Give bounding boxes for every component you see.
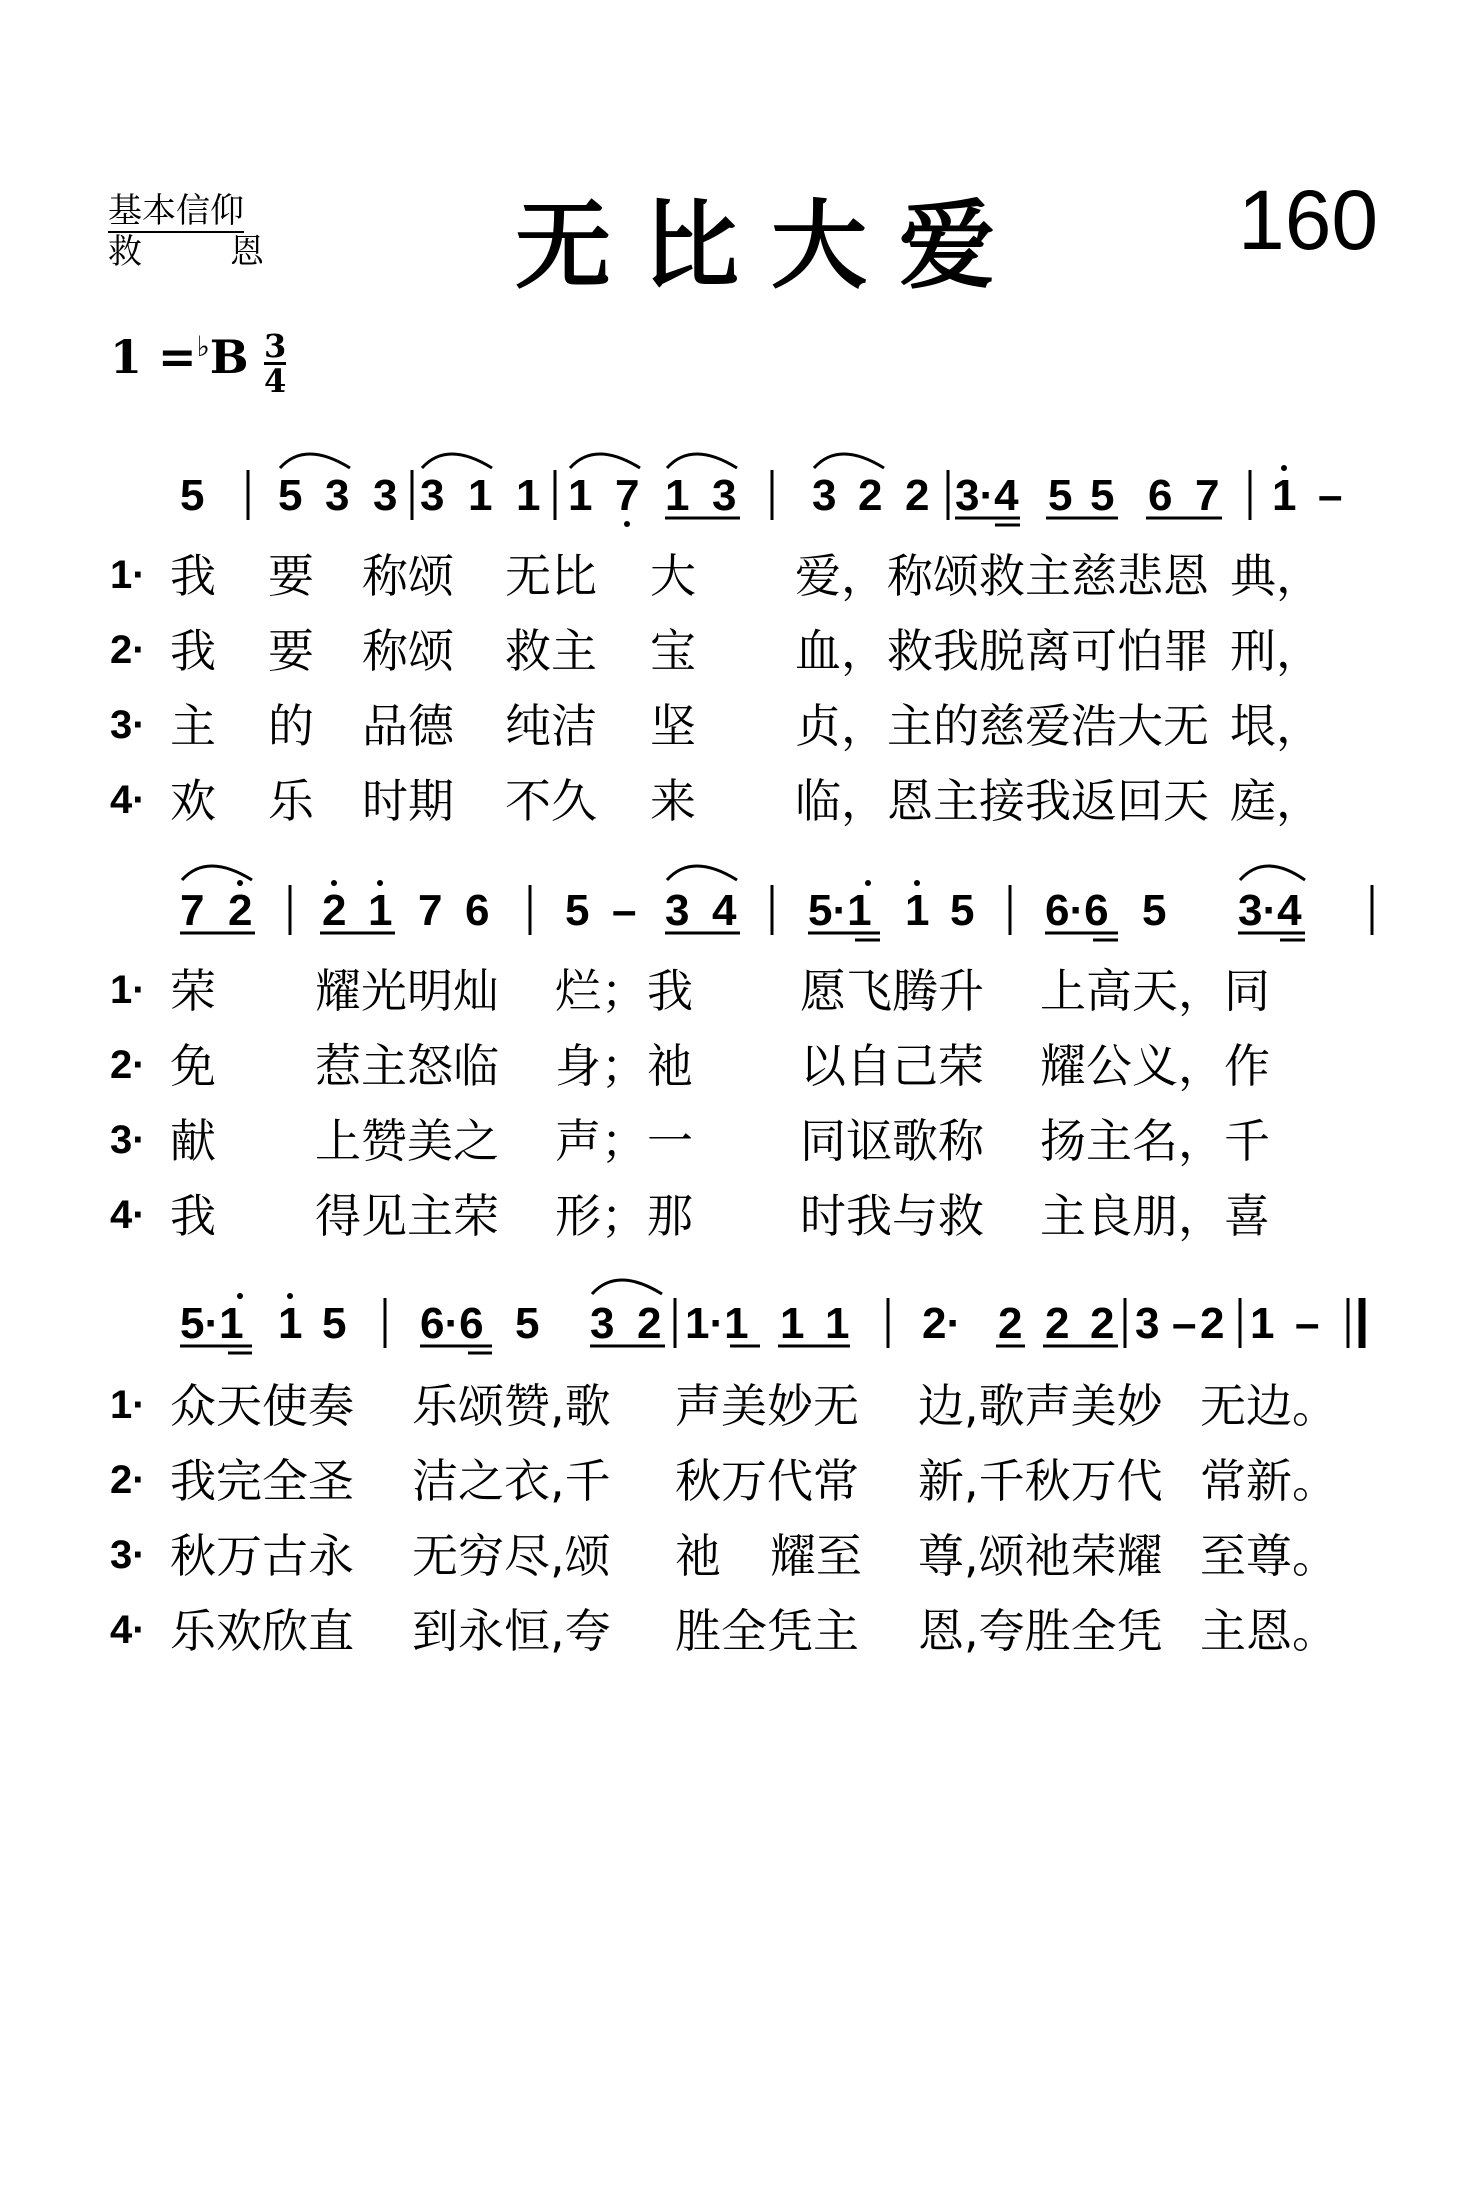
- lyric-syllable: 临，恩主接我返回天: [795, 774, 1209, 828]
- note: 6·6: [1045, 886, 1109, 935]
- lyric-syllable: 声美妙无: [675, 1379, 859, 1433]
- note: 3: [590, 1299, 615, 1348]
- note: 2: [998, 1299, 1023, 1348]
- note: –: [1318, 471, 1343, 520]
- note: 6: [1148, 471, 1173, 520]
- lyric-syllable: 血，救我脱离可怕罪: [795, 624, 1209, 678]
- lyric-syllable: 主恩。: [1200, 1604, 1338, 1658]
- lyric-syllable: 扬主名，千: [1040, 1114, 1270, 1168]
- note: 3: [665, 886, 690, 935]
- category-line2-b: 恩: [230, 232, 264, 272]
- lyric-syllable: 我: [170, 549, 216, 603]
- note: 5: [180, 471, 205, 520]
- note: 2: [905, 471, 930, 520]
- verse-number: 3·: [110, 703, 146, 747]
- note: 7: [1195, 471, 1220, 520]
- note: 3: [812, 471, 837, 520]
- note: 1·1: [685, 1299, 749, 1348]
- note: 1: [278, 1299, 303, 1348]
- lyric-syllable: 形；那: [555, 1189, 693, 1243]
- lyric-syllable: 典，: [1230, 549, 1322, 603]
- note: 2: [637, 1299, 662, 1348]
- note: 5: [1048, 471, 1073, 520]
- verse-number: 2·: [110, 1458, 146, 1502]
- note: 7: [180, 886, 205, 935]
- lyric-syllable: 身；祂: [555, 1039, 693, 1093]
- note: 1: [825, 1299, 850, 1348]
- lyric-syllable: 尊,颂祂荣耀: [918, 1529, 1163, 1583]
- note: 5: [565, 886, 590, 935]
- lyric-syllable: 主: [170, 699, 216, 753]
- lyric-syllable: 耀至: [770, 1529, 862, 1583]
- lyric-syllable: 垠，: [1230, 699, 1322, 753]
- lyric-syllable: 上赞美之: [315, 1114, 499, 1168]
- note: 3·4: [1238, 886, 1302, 935]
- verse-number: 2·: [110, 628, 146, 672]
- lyric-syllable: 献: [170, 1114, 216, 1168]
- lyric-syllable: 新,千秋万代: [918, 1454, 1163, 1508]
- lyric-syllable: 乐欢欣直: [170, 1604, 354, 1658]
- verse-number: 4·: [110, 778, 146, 822]
- note: 1: [368, 886, 393, 935]
- note: 5: [1142, 886, 1167, 935]
- lyric-syllable: 时期: [362, 774, 454, 828]
- lyric-syllable: 品德: [362, 699, 454, 753]
- note: 2: [1045, 1299, 1070, 1348]
- notation-line-3: [180, 1280, 1362, 1353]
- note: 3: [1135, 1299, 1160, 1348]
- lyric-syllable: 纯洁: [505, 699, 597, 753]
- hymn-number: 160: [1238, 173, 1379, 267]
- note: 5: [278, 471, 303, 520]
- verse-number: 1·: [110, 968, 146, 1012]
- lyric-syllable: 愿飞腾升: [800, 964, 984, 1018]
- note: 1: [516, 471, 541, 520]
- notation-line-2: [180, 866, 1372, 940]
- time-bottom: 4: [264, 362, 287, 400]
- lyric-syllable: 刑，: [1230, 624, 1322, 678]
- note: 1: [468, 471, 493, 520]
- lyric-syllable: 边,歌声美妙: [918, 1379, 1163, 1433]
- note: 4: [712, 886, 737, 935]
- lyric-syllable: 我: [170, 624, 216, 678]
- note: –: [1172, 1299, 1197, 1348]
- lyric-syllable: 同讴歌称: [800, 1114, 984, 1168]
- verse-number: 1·: [110, 553, 146, 597]
- lyric-syllable: 众天使奏: [170, 1379, 354, 1433]
- note: 1: [1272, 471, 1297, 520]
- lyric-syllable: 乐颂赞,歌: [412, 1379, 611, 1433]
- lyric-syllable: 无边。: [1200, 1379, 1338, 1433]
- lyric-syllable: 来: [650, 774, 696, 828]
- lyric-syllable: 耀光明灿: [315, 964, 499, 1018]
- lyric-syllable: 至尊。: [1200, 1529, 1338, 1583]
- note: 1: [568, 471, 593, 520]
- note: –: [612, 886, 637, 935]
- lyric-syllable: 贞，主的慈爱浩大无: [795, 699, 1209, 753]
- note: 5: [950, 886, 975, 935]
- lyric-syllable: 常新。: [1200, 1454, 1338, 1508]
- lyric-syllable: 胜全凭主: [675, 1604, 859, 1658]
- lyric-syllable: 惹主怒临: [315, 1039, 499, 1093]
- category-line1: 基本信仰: [108, 191, 244, 231]
- lyric-syllable: 耀公义，作: [1040, 1039, 1270, 1093]
- lyric-syllable: 欢: [170, 774, 216, 828]
- lyric-syllable: 的: [268, 699, 314, 753]
- note: 3·4: [955, 471, 1019, 520]
- lyric-syllable: 荣: [170, 964, 216, 1018]
- lyric-syllable: 庭，: [1230, 774, 1322, 828]
- lyric-syllable: 称颂: [362, 624, 454, 678]
- lyric-syllable: 声；一: [555, 1114, 693, 1168]
- lyric-syllable: 免: [170, 1039, 216, 1093]
- lyric-syllable: 上高天，同: [1040, 964, 1270, 1018]
- lyric-syllable: 我完全圣: [170, 1454, 354, 1508]
- lyric-syllable: 以自己荣: [800, 1039, 984, 1093]
- note: 1: [1250, 1299, 1275, 1348]
- lyric-syllable: 救主: [505, 624, 597, 678]
- note: 5·1: [180, 1299, 244, 1348]
- note: 3: [325, 471, 350, 520]
- lyric-syllable: 恩,夸胜全凭: [918, 1604, 1163, 1658]
- note: 3: [420, 471, 445, 520]
- note: 1: [905, 886, 930, 935]
- note: 5: [322, 1299, 347, 1348]
- lyric-syllable: 坚: [650, 699, 696, 753]
- note: 2·: [922, 1299, 962, 1348]
- lyric-syllable: 无穷尽,颂: [412, 1529, 611, 1583]
- lyric-syllable: 宝: [650, 624, 696, 678]
- verse-number: 4·: [110, 1193, 146, 1237]
- time-top: 3: [264, 327, 287, 365]
- lyric-syllable: 烂；我: [555, 964, 693, 1018]
- note: 6: [465, 886, 490, 935]
- note: 1: [780, 1299, 805, 1348]
- lyric-syllable: 称颂: [362, 549, 454, 603]
- note: 6·6: [420, 1299, 484, 1348]
- lyric-syllable: 不久: [505, 774, 597, 828]
- note: 5·1: [808, 886, 872, 935]
- note: 2: [228, 886, 253, 935]
- lyric-syllable: 得见主荣: [315, 1189, 499, 1243]
- note: 1: [665, 471, 690, 520]
- hymn-title: 无比大爱: [515, 190, 1027, 302]
- category-line2-a: 救: [108, 232, 142, 272]
- note: 7: [615, 471, 640, 520]
- note: 3: [373, 471, 398, 520]
- verse-number: 2·: [110, 1043, 146, 1087]
- lyric-syllable: 要: [268, 549, 314, 603]
- note: 2: [1200, 1299, 1225, 1348]
- lyric-syllable: 主良朋，喜: [1040, 1189, 1270, 1243]
- verse-number: 1·: [110, 1383, 146, 1427]
- lyric-syllable: 时我与救: [800, 1189, 984, 1243]
- note: 2: [1090, 1299, 1115, 1348]
- note: 5: [515, 1299, 540, 1348]
- note: 7: [418, 886, 443, 935]
- lyric-syllable: 秋万古永: [170, 1529, 354, 1583]
- lyric-syllable: 祂: [675, 1529, 721, 1583]
- verse-number: 3·: [110, 1118, 146, 1162]
- lyric-syllable: 乐: [268, 774, 314, 828]
- notation-line-1: [180, 454, 1342, 527]
- lyric-syllable: 到永恒,夸: [412, 1604, 611, 1658]
- key-note: B: [209, 330, 249, 384]
- lyric-syllable: 无比: [505, 549, 597, 603]
- key-prefix: 1 =: [110, 330, 197, 384]
- lyric-syllable: 大: [650, 549, 696, 603]
- lyric-syllable: 要: [268, 624, 314, 678]
- note: –: [1295, 1299, 1320, 1348]
- flat-icon: ♭: [196, 330, 210, 363]
- verse-number: 3·: [110, 1533, 146, 1577]
- note: 5: [1090, 471, 1115, 520]
- verse-number: 4·: [110, 1608, 146, 1652]
- lyric-syllable: 秋万代常: [675, 1454, 859, 1508]
- note: 3: [712, 471, 737, 520]
- lyric-syllable: 我: [170, 1189, 216, 1243]
- note: 2: [858, 471, 883, 520]
- lyric-syllable: 爱，称颂救主慈悲恩: [795, 549, 1209, 603]
- note: 2: [322, 886, 347, 935]
- lyric-syllable: 洁之衣,千: [412, 1454, 611, 1508]
